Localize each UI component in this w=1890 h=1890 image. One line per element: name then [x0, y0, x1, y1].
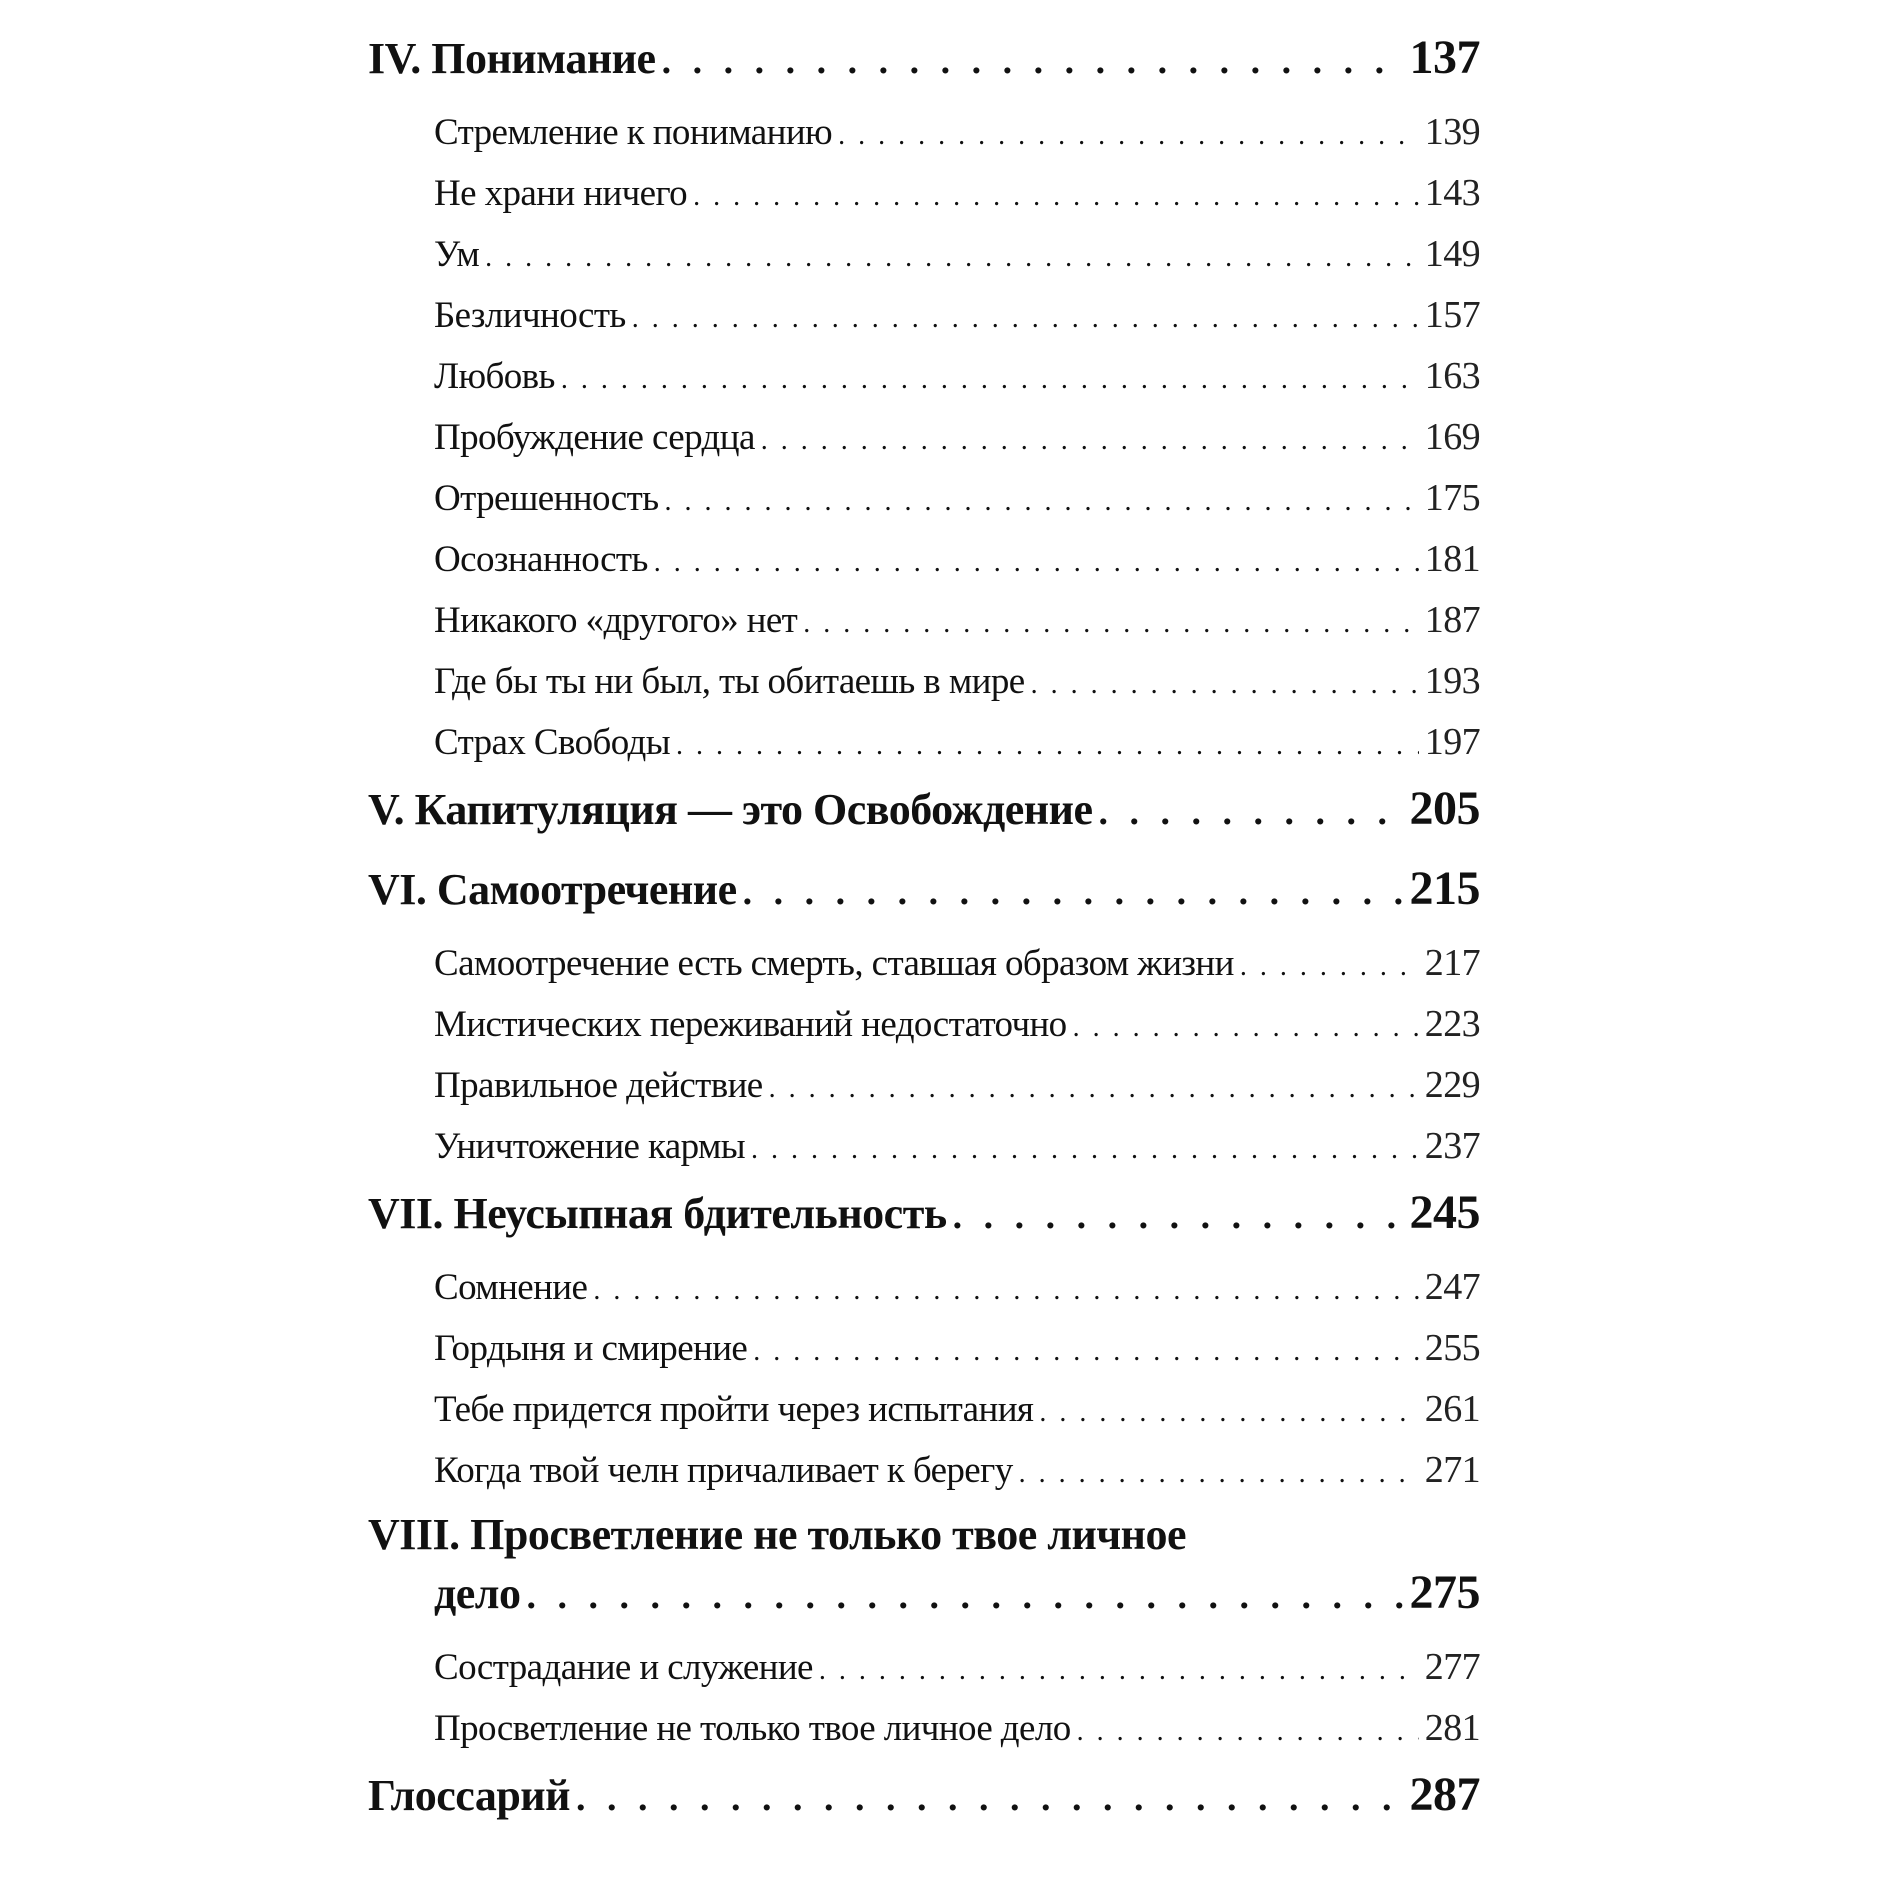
page-number: 281 — [1424, 1707, 1480, 1749]
toc-section[interactable] — [368, 1326, 1480, 1387]
page-number: 181 — [1424, 538, 1480, 580]
chapter-title: VII. Неусыпная бдительность — [368, 1189, 947, 1238]
toc-section[interactable] — [368, 1265, 1480, 1326]
dot-leader — [838, 111, 1419, 154]
section-title: Мистических переживаний недостаточно — [434, 1004, 1067, 1045]
chapter-title-line1[interactable]: VIII. Просветление не только твое личное — [368, 1510, 1187, 1559]
section-title: Никакого «другого» нет — [434, 600, 798, 641]
dot-leader — [1031, 660, 1419, 703]
section-title: Не храни ничего — [434, 173, 688, 214]
dot-leader — [1077, 1707, 1419, 1750]
dot-leader — [953, 1188, 1404, 1239]
dot-leader — [485, 233, 1419, 276]
dot-leader — [753, 1327, 1419, 1370]
page-number: 137 — [1409, 31, 1480, 84]
dot-leader — [761, 416, 1419, 459]
dot-leader — [803, 599, 1419, 642]
table-of-contents — [368, 30, 1480, 1847]
section-title: Сострадание и служение — [434, 1647, 813, 1688]
dot-leader — [819, 1646, 1419, 1689]
toc-section[interactable] — [368, 598, 1480, 659]
toc-section[interactable] — [368, 476, 1480, 537]
page-number: 187 — [1424, 599, 1480, 641]
dot-leader — [662, 33, 1404, 84]
page-number: 223 — [1424, 1003, 1480, 1045]
page-number: 245 — [1409, 1186, 1480, 1239]
chapter-title: IV. Понимание — [368, 34, 656, 83]
page-number: 175 — [1424, 477, 1480, 519]
page-number: 139 — [1424, 111, 1480, 153]
section-title: Стремление к пониманию — [434, 112, 833, 153]
dot-leader — [751, 1125, 1419, 1168]
page-number: 193 — [1424, 660, 1480, 702]
page-number: 149 — [1424, 233, 1480, 275]
dot-leader — [526, 1568, 1403, 1619]
section-title: Правильное действие — [434, 1065, 763, 1106]
dot-leader — [632, 294, 1419, 337]
dot-leader — [1019, 1449, 1419, 1492]
section-title: Страх Свободы — [434, 722, 671, 763]
toc-section[interactable] — [368, 1387, 1480, 1448]
toc-section[interactable] — [368, 1706, 1480, 1767]
toc-chapter[interactable] — [368, 781, 1480, 861]
toc-section[interactable] — [368, 171, 1480, 232]
dot-leader — [1073, 1003, 1419, 1046]
page-number: 169 — [1424, 416, 1480, 458]
section-title: Гордыня и смирение — [434, 1328, 748, 1369]
section-title: Отрешенность — [434, 478, 659, 519]
toc-section[interactable] — [368, 1645, 1480, 1706]
section-title: Уничтожение кармы — [434, 1126, 746, 1167]
toc-section[interactable] — [368, 659, 1480, 720]
page-number: 143 — [1424, 172, 1480, 214]
toc-section[interactable] — [368, 232, 1480, 293]
page-number: 205 — [1409, 782, 1480, 835]
chapter-title-line2: дело — [434, 1569, 521, 1618]
page-number: 255 — [1424, 1327, 1480, 1369]
dot-leader — [664, 477, 1418, 520]
section-title: Безличность — [434, 295, 626, 336]
toc-section[interactable] — [368, 1002, 1480, 1063]
chapter-title: VI. Самоотречение — [368, 865, 737, 914]
dot-leader — [561, 355, 1419, 398]
dot-leader — [769, 1064, 1419, 1107]
toc-section[interactable] — [368, 354, 1480, 415]
section-title: Где бы ты ни был, ты обитаешь в мире — [434, 661, 1025, 702]
page-number: 287 — [1409, 1768, 1480, 1821]
toc-chapter[interactable] — [368, 1565, 1480, 1645]
page-number: 229 — [1424, 1064, 1480, 1106]
page-number: 163 — [1424, 355, 1480, 397]
page-number: 247 — [1424, 1266, 1480, 1308]
toc-chapter[interactable] — [368, 861, 1480, 941]
dot-leader — [593, 1266, 1418, 1309]
section-title: Просветление не только твое личное дело — [434, 1708, 1071, 1749]
toc-section[interactable] — [368, 1448, 1480, 1509]
dot-leader — [1240, 942, 1419, 985]
toc-section[interactable] — [368, 415, 1480, 476]
dot-leader — [1099, 784, 1404, 835]
page-number: 157 — [1424, 294, 1480, 336]
page-number: 217 — [1424, 942, 1480, 984]
toc-section[interactable] — [368, 941, 1480, 1002]
section-title: Пробуждение сердца — [434, 417, 755, 458]
section-title: Ум — [434, 234, 480, 275]
dot-leader — [1039, 1388, 1418, 1431]
toc-section[interactable] — [368, 1124, 1480, 1185]
toc-section[interactable] — [368, 1063, 1480, 1124]
toc-chapter[interactable] — [368, 30, 1480, 110]
dot-leader — [743, 864, 1404, 915]
glossary-title: Глоссарий — [368, 1771, 570, 1820]
section-title: Сомнение — [434, 1267, 588, 1308]
page-number: 215 — [1409, 862, 1480, 915]
page-number: 197 — [1424, 721, 1480, 763]
page-number: 277 — [1424, 1646, 1480, 1688]
page-number: 275 — [1409, 1566, 1480, 1619]
section-title: Осознанность — [434, 539, 648, 580]
toc-section[interactable] — [368, 720, 1480, 781]
dot-leader — [576, 1770, 1404, 1821]
section-title: Самоотречение есть смерть, ставшая образом жизни — [434, 943, 1234, 984]
dot-leader — [654, 538, 1419, 581]
toc-section[interactable] — [368, 293, 1480, 354]
toc-section[interactable] — [368, 110, 1480, 171]
section-title: Когда твой челн причаливает к берегу — [434, 1450, 1013, 1491]
chapter-title: V. Капитуляция — это Освобождение — [368, 785, 1093, 834]
section-title: Тебе придется пройти через испытания — [434, 1389, 1034, 1430]
dot-leader — [676, 721, 1419, 764]
dot-leader — [693, 172, 1419, 215]
toc-section[interactable] — [368, 537, 1480, 598]
toc-chapter[interactable] — [368, 1185, 1480, 1265]
page-number: 237 — [1424, 1125, 1480, 1167]
page-number: 261 — [1424, 1388, 1480, 1430]
toc-glossary[interactable] — [368, 1767, 1480, 1847]
section-title: Любовь — [434, 356, 555, 397]
page-number: 271 — [1424, 1449, 1480, 1491]
